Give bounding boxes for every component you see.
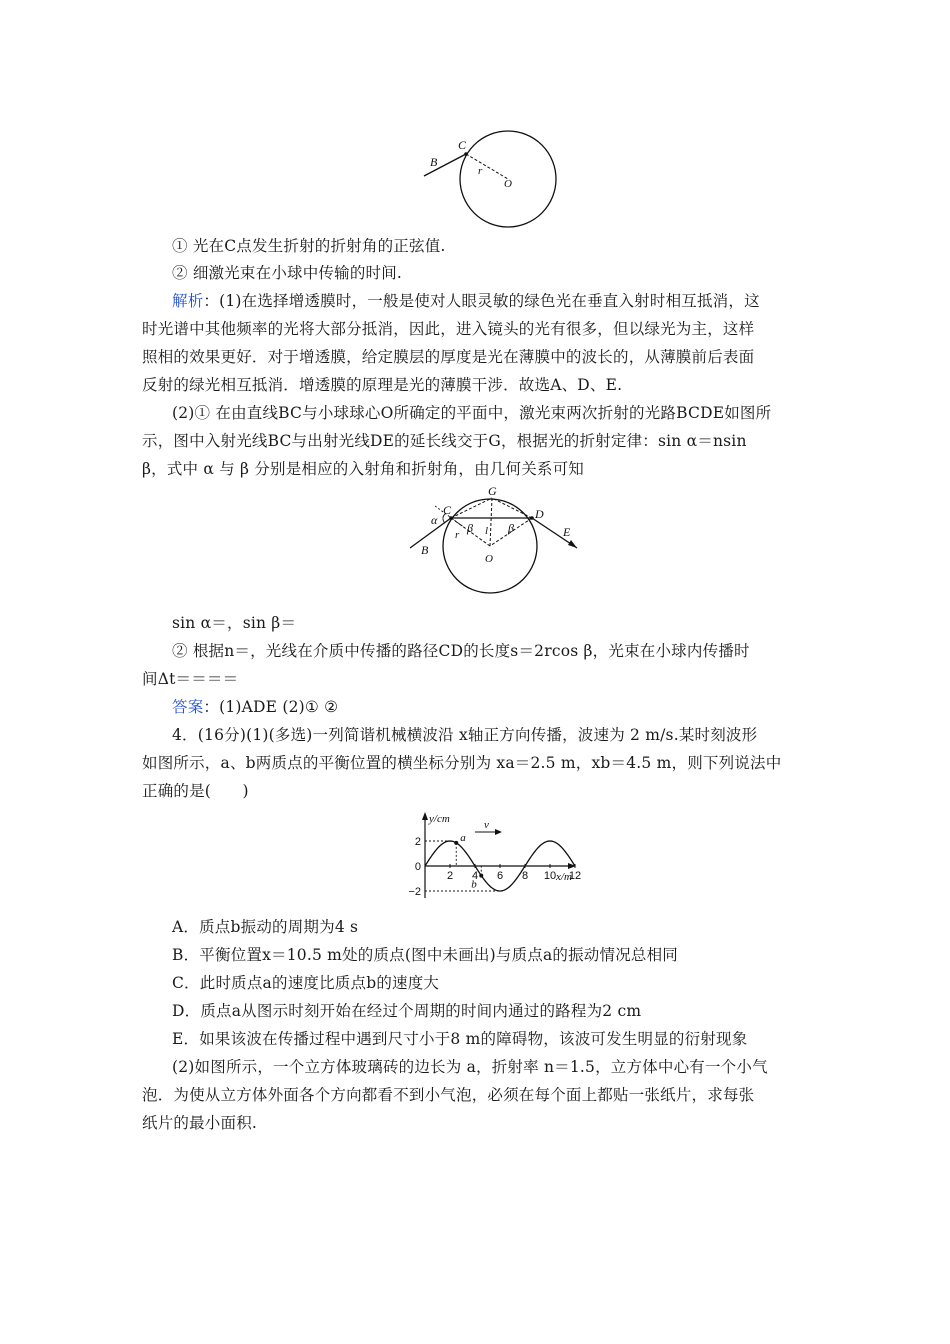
label-beta1: β xyxy=(467,521,473,535)
q4-part2-line-1: (2)如图所示，一个立方体玻璃砖的边长为 a，折射率 n＝1.5，立方体中心有一个小气 xyxy=(172,1058,768,1076)
label-beta2: β xyxy=(508,521,514,535)
option-D: D．质点a从图示时刻开始在经过个周期的时间内通过的路程为2 cm xyxy=(172,1002,642,1020)
wave-chart xyxy=(400,810,590,902)
solution-line-8: ② 根据n＝，光线在介质中传播的路径CD的长度s＝2rcos β，光束在小球内传播时 xyxy=(172,642,750,660)
label-E: E xyxy=(563,525,571,539)
figure-refraction-path xyxy=(405,484,585,602)
q4-part2-line-3: 纸片的最小面积. xyxy=(142,1114,258,1132)
q4-part2-line-2: 泡．为使从立方体外面各个方向都看不到小气泡，必须在每个面上都贴一张纸片，求每张 xyxy=(142,1086,755,1104)
label-C: C xyxy=(458,138,467,152)
question-part-2: ② 细激光束在小球中传输的时间. xyxy=(172,264,403,282)
solution-line-6: 示，图中入射光线BC与出射光线DE的延长线交于G，根据光的折射定律：sin α＝nsin xyxy=(142,432,747,450)
x-tick-label: 8 xyxy=(521,870,529,882)
sin-relation-line: sin α＝，sin β＝ xyxy=(172,614,297,632)
answer-line: 答案：(1)ADE (2)① ② xyxy=(172,698,339,716)
label-r2: r xyxy=(455,529,460,541)
option-E: E．如果该波在传播过程中遇到尺寸小于8 m的障碍物，该波可发生明显的衍射现象 xyxy=(172,1030,748,1048)
x-tick-label: 12 xyxy=(568,870,582,882)
x-tick-label: 4 xyxy=(471,870,479,882)
velocity-arrowhead xyxy=(495,829,502,835)
label-l: l xyxy=(485,525,489,537)
y-axis-arrow xyxy=(422,812,428,820)
solution-line-1: 解析：(1)在选择增透膜时，一般是使对人眼灵敏的绿色光在垂直入射时相互抵消，这 xyxy=(172,292,760,310)
point-a xyxy=(454,841,458,845)
solution-line-3: 照相的效果更好．对于增透膜，给定膜层的厚度是光在薄膜中的波长的，从薄膜前后表面 xyxy=(142,348,755,366)
y-tick-label: 2 xyxy=(414,836,421,848)
solution-line-2: 时光谱中其他频率的光将大部分抵消，因此，进入镜头的光有很多，但以绿光为主，这样 xyxy=(142,320,755,338)
option-A: A．质点b振动的周期为4 s xyxy=(172,918,359,936)
x-tick-label: 6 xyxy=(496,870,504,882)
solution-line-5: (2)① 在由直线BC与小球球心O所确定的平面中，激光束两次折射的光路BCDE如图所 xyxy=(172,404,772,422)
figure-circle-incident-ray xyxy=(420,124,560,234)
velocity-label: v xyxy=(484,819,489,831)
x-tick-label: 10 xyxy=(543,870,557,882)
answer-label: 答案 xyxy=(172,698,204,716)
y-axis-label: y/cm xyxy=(429,813,450,825)
x-axis-label: x/m xyxy=(556,871,572,883)
solution-line-7: β，式中 α 与 β 分别是相应的入射角和折射角，由几何关系可知 xyxy=(142,460,584,478)
option-C: C．此时质点a的速度比质点b的速度大 xyxy=(172,974,440,992)
point-label-b: b xyxy=(471,878,477,891)
y-tick-label: −2 xyxy=(408,886,421,898)
solution-line-4: 反射的绿光相互抵消．增透膜的原理是光的薄膜干涉．故选A、D、E. xyxy=(142,376,623,394)
point-b xyxy=(479,874,483,878)
label-r: r xyxy=(478,165,483,177)
y-tick-label: 0 xyxy=(414,861,421,873)
solution-label: 解析 xyxy=(172,292,204,310)
solution-line-9: 间Δt＝＝＝＝ xyxy=(142,670,239,688)
label-B2: B xyxy=(421,543,429,557)
label-D: D xyxy=(535,507,544,521)
label-O2: O xyxy=(485,553,493,565)
label-O: O xyxy=(504,178,512,190)
point-label-a: a xyxy=(460,831,466,844)
q4-line-2: 如图所示，a、b两质点的平衡位置的横坐标分别为 xa＝2.5 m，xb＝4.5 m，则下列说法中 xyxy=(142,754,782,772)
label-B: B xyxy=(430,155,438,169)
label-alpha: α xyxy=(431,513,438,527)
label-G: G xyxy=(488,484,497,498)
option-B: B．平衡位置x＝10.5 m处的质点(图中未画出)与质点a的振动情况总相同 xyxy=(172,946,679,964)
question-part-1: ① 光在C点发生折射的折射角的正弦值. xyxy=(172,237,446,255)
q4-line-3: 正确的是( ) xyxy=(142,782,249,800)
q4-line-1: 4．(16分)(1)(多选)一列简谐机械横波沿 x轴正方向传播，波速为 2 m/s.某时刻波形 xyxy=(172,726,758,744)
label-C2: C xyxy=(443,503,452,517)
x-tick-label: 2 xyxy=(446,870,454,882)
